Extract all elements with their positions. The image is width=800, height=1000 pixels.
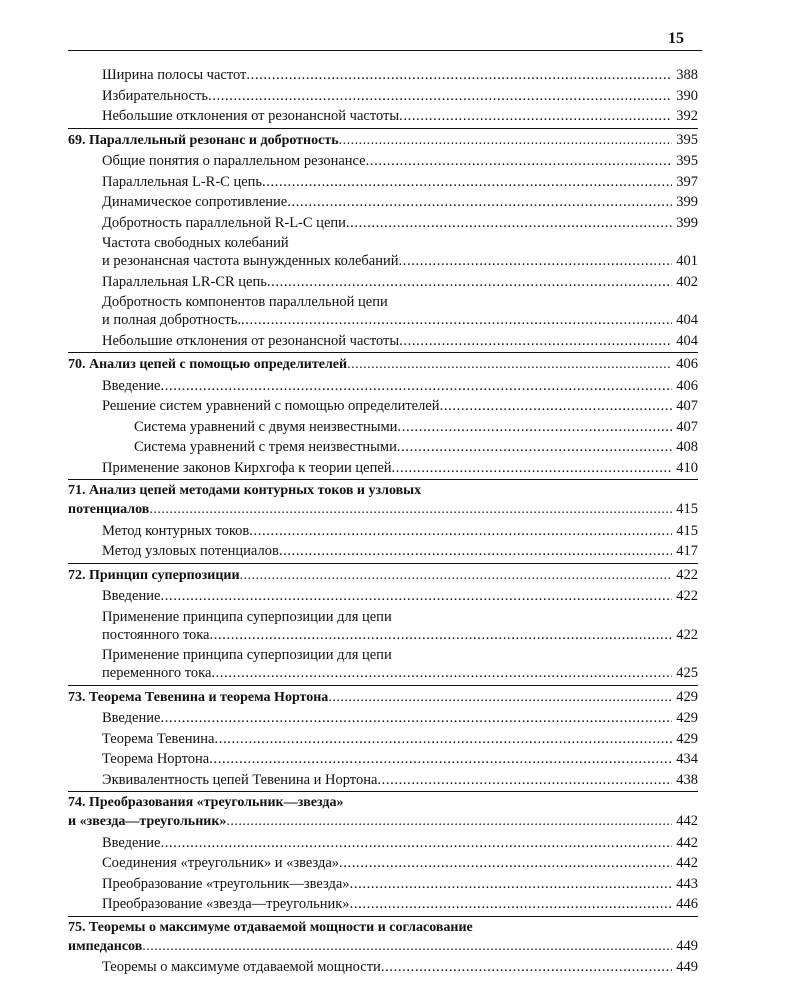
toc-entry-title: Применение законов Кирхгофа к теории цепей bbox=[102, 459, 392, 476]
toc-entry-page: 425 bbox=[676, 665, 698, 681]
toc-entry-title: Метод узловых потенциалов bbox=[102, 543, 279, 559]
toc-section-entry bbox=[68, 293, 698, 329]
dot-leader bbox=[339, 854, 672, 872]
dot-leader bbox=[142, 938, 672, 956]
toc-entry-page: 402 bbox=[676, 273, 698, 290]
dot-leader bbox=[160, 709, 672, 727]
toc-section-entry bbox=[68, 87, 698, 105]
toc-entry-title: Теорема Нортона bbox=[102, 751, 210, 767]
toc-entry-page: 449 bbox=[676, 937, 698, 954]
toc-entry-title: переменного тока bbox=[102, 665, 212, 681]
dot-leader bbox=[249, 522, 672, 540]
dot-leader bbox=[262, 173, 672, 191]
toc-entry-title-line1: 75. Теоремы о максимуме отдаваемой мощности и согласование bbox=[68, 919, 473, 935]
dot-leader bbox=[350, 875, 673, 893]
dot-leader bbox=[346, 214, 672, 232]
toc-entry-page: 434 bbox=[676, 751, 698, 767]
toc-entry-page: 442 bbox=[676, 813, 698, 829]
toc-entry-title: Система уравнений с тремя неизвестными bbox=[134, 439, 397, 455]
dot-leader bbox=[149, 501, 672, 519]
toc-section-entry bbox=[68, 958, 698, 976]
toc-section-entry bbox=[68, 214, 698, 232]
toc-section-entry bbox=[68, 771, 698, 789]
dot-leader bbox=[279, 542, 672, 560]
toc-entry-title-line1: Применение принципа суперпозиции для цепи bbox=[102, 647, 392, 663]
toc-entry-page: 399 bbox=[676, 214, 698, 231]
toc-chapter-entry bbox=[68, 352, 698, 374]
dot-leader bbox=[392, 459, 673, 477]
toc-entry-title: Добротность параллельной R-L-C цепи bbox=[102, 214, 346, 231]
toc-entry-page: 399 bbox=[676, 194, 698, 210]
page-number: 15 bbox=[668, 30, 684, 47]
toc-section-entry bbox=[68, 273, 698, 291]
toc-chapter-entry bbox=[68, 128, 698, 150]
toc-section-entry bbox=[68, 438, 698, 456]
toc-section-entry bbox=[68, 895, 698, 913]
toc-chapter-entry bbox=[68, 916, 698, 956]
toc-section-entry bbox=[68, 709, 698, 727]
dot-leader bbox=[267, 273, 672, 291]
dot-leader bbox=[226, 813, 672, 831]
dot-leader bbox=[339, 132, 673, 150]
toc-entry-title: Преобразование «звезда—треугольник» bbox=[102, 896, 350, 912]
toc-entry-title: 73. Теорема Тевенина и теорема Нортона bbox=[68, 689, 329, 705]
toc-entry-title: и полная добротность. bbox=[102, 312, 241, 328]
toc-entry-page: 429 bbox=[676, 688, 698, 705]
dot-leader bbox=[381, 958, 672, 976]
toc-entry-page: 422 bbox=[676, 588, 698, 604]
toc-entry-title: Преобразование «треугольник—звезда» bbox=[102, 875, 350, 892]
toc-section-entry bbox=[68, 750, 698, 768]
toc-entry-page: 404 bbox=[676, 312, 698, 328]
toc-entry-title: Параллельная LR-CR цепь bbox=[102, 273, 267, 290]
toc-entry-page: 449 bbox=[676, 959, 698, 975]
toc-entry-title-line1: Применение принципа суперпозиции для цепи bbox=[102, 608, 392, 625]
toc-entry-page: 442 bbox=[676, 834, 698, 851]
toc-entry-page: 429 bbox=[676, 710, 698, 726]
toc-entry-title: импедансов bbox=[68, 938, 143, 954]
toc-entry-page: 395 bbox=[676, 131, 698, 148]
toc-entry-title: Введение bbox=[102, 710, 161, 726]
toc-chapter-entry bbox=[68, 791, 698, 831]
dot-leader bbox=[398, 252, 672, 270]
toc-entry-title-line1: 71. Анализ цепей методами контурных токов и узловых bbox=[68, 483, 422, 498]
toc-entry-page: 443 bbox=[676, 875, 698, 892]
dot-leader bbox=[397, 418, 672, 436]
toc-entry-title-line1: Частота свободных колебаний bbox=[102, 235, 289, 251]
toc-entry-page: 395 bbox=[676, 153, 698, 169]
dot-leader bbox=[347, 356, 672, 374]
dot-leader bbox=[211, 664, 672, 682]
toc-entry-page: 429 bbox=[676, 730, 698, 747]
toc-entry-title: 69. Параллельный резонанс и добротность bbox=[68, 132, 339, 148]
toc-entry-page: 408 bbox=[676, 439, 698, 455]
dot-leader bbox=[209, 750, 672, 768]
dot-leader bbox=[214, 730, 672, 748]
dot-leader bbox=[208, 87, 672, 105]
toc-entry-page: 422 bbox=[676, 566, 698, 583]
toc-entry-title: Введение bbox=[102, 588, 161, 604]
toc-entry-title: Введение bbox=[102, 377, 161, 394]
toc-entry-page: 406 bbox=[676, 377, 698, 394]
toc-entry-title: Небольшие отклонения от резонансной частоты bbox=[102, 108, 400, 124]
toc-entry-page: 410 bbox=[676, 459, 698, 476]
toc-entry-title: Введение bbox=[102, 834, 161, 851]
dot-leader bbox=[440, 397, 673, 415]
toc-entry-title: Решение систем уравнений с помощью определителей bbox=[102, 398, 440, 414]
dot-leader bbox=[377, 771, 672, 789]
toc-entry-page: 407 bbox=[676, 398, 698, 414]
dot-leader bbox=[399, 107, 672, 125]
dot-leader bbox=[246, 66, 672, 84]
toc-entry-page: 392 bbox=[676, 108, 698, 124]
toc-section-entry bbox=[68, 107, 698, 125]
toc-entry-title: Избирательность bbox=[102, 87, 209, 104]
toc-entry-page: 401 bbox=[676, 253, 698, 269]
dot-leader bbox=[209, 626, 672, 644]
toc-entry-page: 422 bbox=[676, 626, 698, 643]
toc-section-entry bbox=[68, 542, 698, 560]
dot-leader bbox=[160, 834, 672, 852]
toc-entry-title: и резонансная частота вынужденных колебаний bbox=[102, 253, 399, 269]
toc-entry-title: Небольшие отклонения от резонансной частоты bbox=[102, 332, 400, 349]
toc-entry-page: 446 bbox=[676, 896, 698, 912]
toc-entry-page: 390 bbox=[676, 87, 698, 104]
toc-entry-page: 397 bbox=[676, 173, 698, 190]
toc-entry-title: Общие понятия о параллельном резонансе bbox=[102, 153, 366, 169]
toc-section-entry bbox=[68, 834, 698, 852]
toc-section-entry bbox=[68, 193, 698, 211]
toc-entry-title: Параллельная L-R-C цепь bbox=[102, 173, 263, 190]
toc-entry-page: 442 bbox=[676, 855, 698, 871]
dot-leader bbox=[160, 587, 672, 605]
dot-leader bbox=[240, 567, 673, 585]
toc-entry-page: 415 bbox=[676, 501, 698, 517]
toc-section-entry bbox=[68, 234, 698, 270]
toc-entry-title: Ширина полосы частот bbox=[102, 67, 247, 83]
header-rule bbox=[68, 50, 702, 51]
toc-entry-page: 406 bbox=[676, 356, 698, 372]
toc-section-entry bbox=[68, 173, 698, 191]
toc-section-entry bbox=[68, 522, 698, 540]
dot-leader bbox=[241, 311, 672, 329]
toc-entry-title: постоянного тока bbox=[102, 626, 210, 643]
toc-section-entry bbox=[68, 397, 698, 415]
toc-entry-title: Эквивалентность цепей Тевенина и Нортона bbox=[102, 771, 378, 788]
toc-section-entry bbox=[68, 587, 698, 605]
toc-entry-title: Теорема Тевенина bbox=[102, 730, 215, 747]
toc-entry-title: Динамическое сопротивление bbox=[102, 194, 288, 210]
toc-entry-title: Теоремы о максимуме отдаваемой мощности bbox=[102, 959, 381, 975]
toc-section-entry bbox=[68, 608, 698, 644]
dot-leader bbox=[287, 193, 672, 211]
toc-section-entry bbox=[68, 332, 698, 350]
toc-chapter-entry bbox=[68, 685, 698, 707]
toc-entry-page: 388 bbox=[676, 67, 698, 83]
toc-section-entry bbox=[68, 875, 698, 893]
toc-entry-title: Метод контурных токов bbox=[102, 522, 250, 539]
toc-entry-page: 407 bbox=[676, 418, 698, 435]
table-of-contents bbox=[68, 66, 698, 979]
toc-section-entry bbox=[68, 854, 698, 872]
toc-section-entry bbox=[68, 459, 698, 477]
toc-section-entry bbox=[68, 377, 698, 395]
dot-leader bbox=[328, 689, 672, 707]
toc-entry-page: 438 bbox=[676, 771, 698, 788]
toc-section-entry bbox=[68, 646, 698, 682]
toc-section-entry bbox=[68, 152, 698, 170]
toc-entry-title-line1: Добротность компонентов параллельной цепи bbox=[102, 294, 388, 310]
dot-leader bbox=[397, 438, 672, 456]
toc-entry-title: и «звезда—треугольник» bbox=[68, 814, 227, 829]
toc-entry-page: 417 bbox=[676, 543, 698, 559]
toc-section-entry bbox=[68, 66, 698, 84]
dot-leader bbox=[366, 152, 673, 170]
toc-entry-page: 404 bbox=[676, 332, 698, 349]
toc-entry-title: 72. Принцип суперпозиции bbox=[68, 567, 240, 583]
toc-entry-title: Соединения «треугольник» и «звезда» bbox=[102, 855, 340, 871]
toc-chapter-entry bbox=[68, 479, 698, 519]
toc-entry-title: потенциалов bbox=[68, 502, 150, 517]
toc-entry-title-line1: 74. Преобразования «треугольник—звезда» bbox=[68, 795, 344, 810]
toc-section-entry bbox=[68, 418, 698, 436]
toc-entry-title: Система уравнений с двумя неизвестными bbox=[134, 418, 398, 435]
toc-section-entry bbox=[68, 730, 698, 748]
dot-leader bbox=[399, 332, 672, 350]
toc-chapter-entry bbox=[68, 563, 698, 585]
toc-entry-title: 70. Анализ цепей с помощью определителей bbox=[68, 357, 348, 372]
dot-leader bbox=[350, 895, 673, 913]
toc-entry-page: 415 bbox=[676, 522, 698, 539]
dot-leader bbox=[160, 377, 672, 395]
